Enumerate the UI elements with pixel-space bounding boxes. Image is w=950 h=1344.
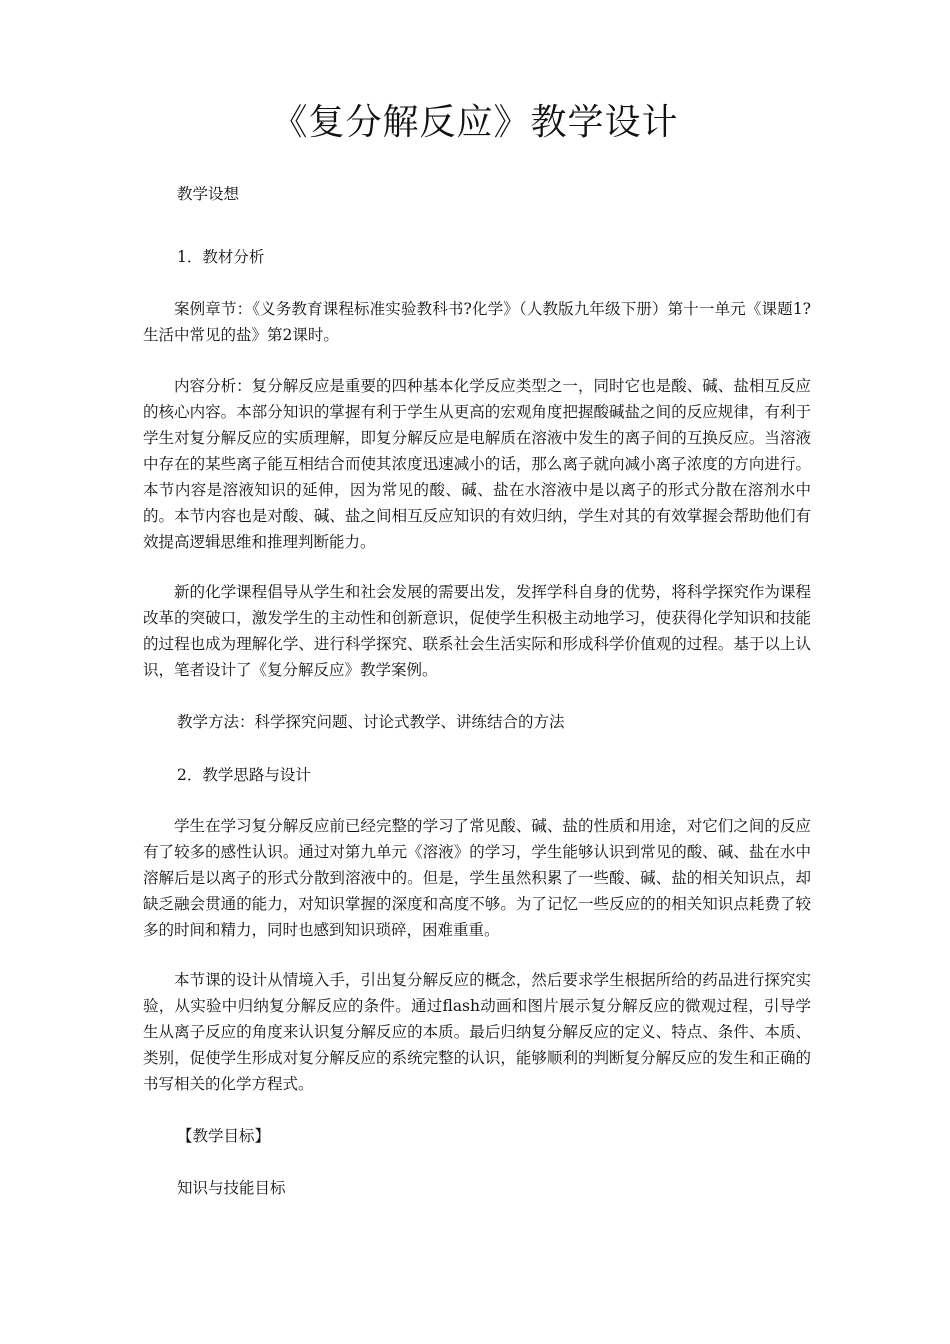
document-title: 《复分解反应》教学设计 (271, 102, 679, 143)
paragraph-case-chapter: 案例章节：《义务教育课程标准实验教科书?化学》（人教版九年级下册）第十一单元《课题1?生活中常见的盐》第2课时。 (143, 300, 811, 344)
heading-knowledge-skills: 知识与技能目标 (177, 1179, 286, 1197)
section-teaching-concept: 教学设想 (177, 185, 240, 203)
paragraph-new-curriculum: 新的化学课程倡导从学生和社会发展的需要出发，发挥学科自身的优势，将科学探究作为课程改革的突破口，激发学生的主动性和创新意识，促使学生积极主动地学习，使获得化学知识和技能的过程也成为理解化学、进行科学探究、联系社会生活实际和形成科学价值观的过程。基于以上认识，笔者设计了《复分解反应》教学案例。 (143, 583, 811, 679)
paragraph-lesson-design: 本节课的设计从情境入手，引出复分解反应的概念，然后要求学生根据所给的药品进行探究实验，从实验中归纳复分解反应的条件。通过flash动画和图片展示复分解反应的微观过程，引导学生从离子反应的角度来认识复分解反应的本质。最后归纳复分解反应的定义、特点、条件、本质、类别，促使学生形成对复分解反应的系统完整的认识，能够顺利的判断复分解反应的发生和正确的书写相关的化学方程式。 (143, 971, 811, 1093)
heading-material-analysis: 1．教材分析 (177, 248, 265, 266)
heading-teaching-objectives: 【教学目标】 (177, 1127, 271, 1145)
paragraph-content-analysis: 内容分析：复分解反应是重要的四种基本化学反应类型之一，同时它也是酸、碱、盐相互反应的核心内容。本部分知识的掌握有利于学生从更高的宏观角度把握酸碱盐之间的反应规律，有利于学生对复分解反应的实质理解，即复分解反应是电解质在溶液中发生的离子间的互换反应。当溶液中存在的某些离子能互相结合而使其浓度迅速减小的话，那么离子就向减小离子浓度的方向进行。本节内容是溶液知识的延伸，因为常见的酸、碱、盐在水溶液中是以离子的形式分散在溶剂水中的。本节内容也是对酸、碱、盐之间相互反应知识的有效归纳，学生对其的有效掌握会帮助他们有效提高逻辑思维和推理判断能力。 (143, 377, 811, 551)
paragraph-student-background: 学生在学习复分解反应前已经完整的学习了常见酸、碱、盐的性质和用途，对它们之间的反应有了较多的感性认识。通过对第九单元《溶液》的学习，学生能够认识到常见的酸、碱、盐在水中溶解后是以离子的形式分散到溶液中的。但是，学生虽然积累了一些酸、碱、盐的相关知识点，却缺乏融会贯通的能力，对知识掌握的深度和高度不够。为了记忆一些反应的的相关知识点耗费了较多的时间和精力，同时也感到知识琐碎，困难重重。 (143, 817, 811, 939)
heading-teaching-design: 2．教学思路与设计 (177, 766, 311, 784)
paragraph-teaching-method: 教学方法：科学探究问题、讨论式教学、讲练结合的方法 (177, 713, 565, 731)
